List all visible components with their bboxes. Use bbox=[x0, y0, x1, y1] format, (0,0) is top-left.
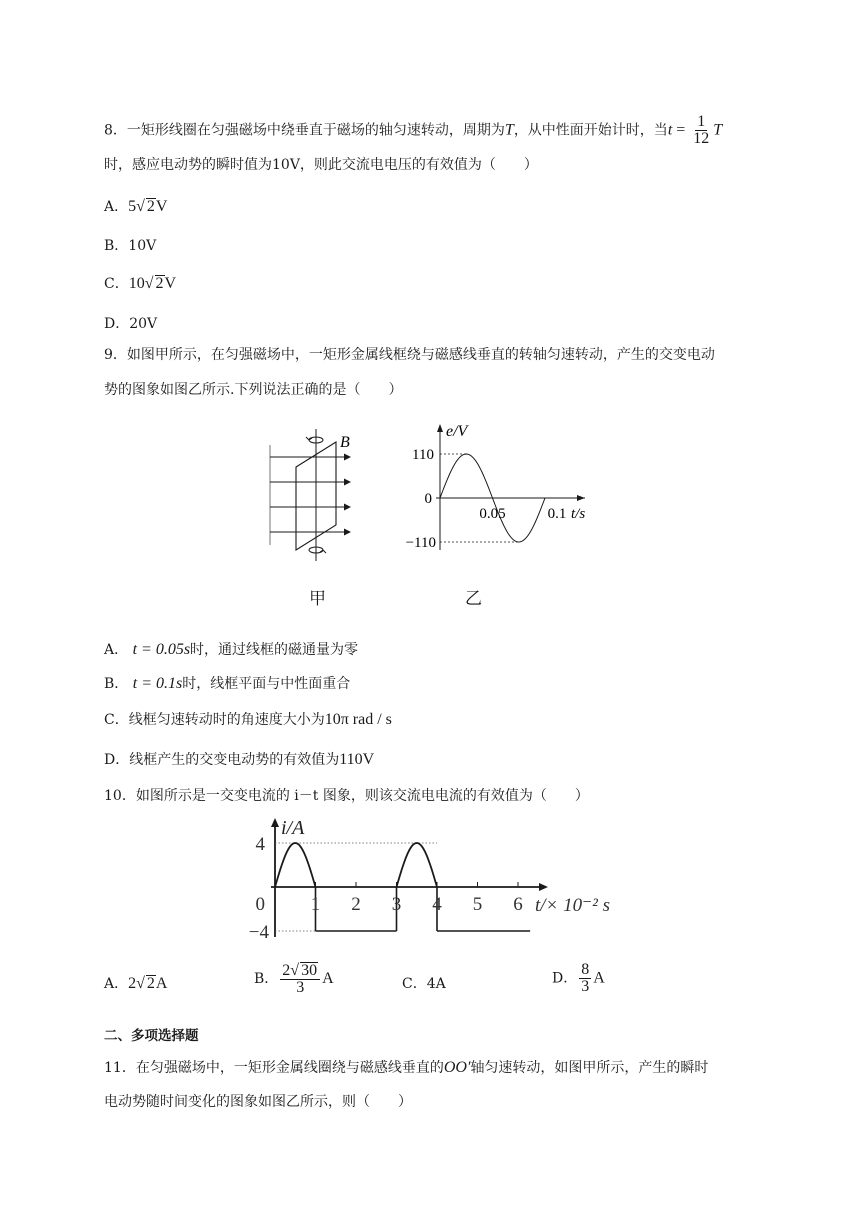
y-tick-label: 0 bbox=[255, 894, 265, 915]
q8-stem-line1: 8．一矩形线圈在匀强磁场中绕垂直于磁场的轴匀速转动，周期为T，从中性面开始计时，当t = $\frac{1}{12}$ T bbox=[104, 113, 723, 147]
q8-option-b[interactable]: B．10V bbox=[104, 238, 157, 254]
field-label-b: B bbox=[340, 434, 350, 451]
fraction-one-twelfth: $\frac{1}{12}$ bbox=[693, 113, 710, 147]
x-tick-label: 0.1 bbox=[547, 506, 567, 522]
x-axis-label: t/s bbox=[571, 506, 586, 522]
x-tick-label: 2 bbox=[351, 894, 361, 915]
y-tick-label: −110 bbox=[405, 535, 436, 551]
x-tick-label: 5 bbox=[472, 894, 483, 915]
y-axis-label: e/V bbox=[446, 423, 468, 440]
q10-option-c[interactable]: C．4A bbox=[402, 976, 446, 992]
q11-stem-line2: 电动势随时间变化的图象如图乙所示，则（ ） bbox=[104, 1094, 412, 1110]
q9-option-c[interactable]: C．线框匀速转动时的角速度大小为10π rad / s bbox=[104, 711, 392, 728]
q10-stem: 10．如图所示是一交变电流的 i－t 图象，则该交流电电流的有效值为（ ） bbox=[104, 788, 589, 804]
y-axis-arrow bbox=[437, 424, 443, 432]
x-axis-arrow bbox=[577, 495, 585, 501]
x-tick-label: 3 bbox=[391, 894, 402, 915]
q9-stem-line1: 9．如图甲所示，在匀强磁场中，一矩形金属线框绕与磁感线垂直的转轴匀速转动，产生的交变电动 bbox=[104, 347, 715, 363]
y-tick-label: 110 bbox=[412, 447, 434, 463]
x-tick-label: 0.05 bbox=[479, 506, 506, 522]
y-axis-arrow bbox=[271, 818, 279, 827]
figure-jia-rotating-frame bbox=[258, 425, 368, 565]
q11-stem-line1: 11．在匀强磁场中，一矩形金属线圈绕与磁感线垂直的OO′轴匀速转动，如图甲所示，产生的瞬时 bbox=[104, 1059, 709, 1076]
section-title-multiple-choice: 二、多项选择题 bbox=[104, 1028, 199, 1044]
chart-current-vs-time bbox=[240, 812, 620, 947]
q8-option-d[interactable]: D．20V bbox=[104, 316, 158, 332]
y-tick-label: −4 bbox=[248, 922, 269, 943]
q8-option-c[interactable]: C．10√ 2V bbox=[104, 275, 177, 292]
x-axis-label: t/× 10⁻² s bbox=[535, 895, 610, 916]
x-tick-label: 4 bbox=[432, 894, 442, 915]
y-tick-label: 4 bbox=[255, 834, 265, 855]
q9-stem-line2: 势的图象如图乙所示.下列说法正确的是（ ） bbox=[104, 382, 403, 398]
pulse-positive-2 bbox=[397, 843, 438, 887]
q9-option-b[interactable]: B． t = 0.1s时，线框平面与中性面重合 bbox=[104, 675, 351, 692]
y-tick-label: 0 bbox=[424, 491, 432, 507]
x-tick-label: 6 bbox=[513, 894, 523, 915]
q8-option-a[interactable]: A．5√ 2V bbox=[104, 198, 168, 215]
caption-yi: 乙 bbox=[465, 589, 482, 609]
caption-jia: 甲 bbox=[309, 589, 326, 609]
q9-option-a[interactable]: A． t = 0.05s时，通过线框的磁通量为零 bbox=[104, 641, 359, 658]
chart-emf-vs-time bbox=[390, 418, 600, 558]
q8-stem-line2: 时，感应电动势的瞬时值为10V，则此交流电电压的有效值为（ ） bbox=[104, 157, 538, 173]
pulse-positive-1 bbox=[275, 843, 316, 887]
q10-option-b[interactable]: B． $\frac{2√ 30}{3}$ A bbox=[254, 962, 334, 996]
y-axis-label: i/A bbox=[281, 817, 305, 839]
q9-option-d[interactable]: D．线框产生的交变电动势的有效值为110V bbox=[104, 751, 375, 768]
x-tick-label: 1 bbox=[310, 894, 321, 915]
period-symbol: T bbox=[504, 121, 514, 139]
q10-option-a[interactable]: A．2√ 2A bbox=[104, 975, 168, 992]
q10-option-d[interactable]: D． $\frac{8}{3}$ A bbox=[552, 961, 605, 995]
x-axis-arrow bbox=[539, 883, 548, 891]
